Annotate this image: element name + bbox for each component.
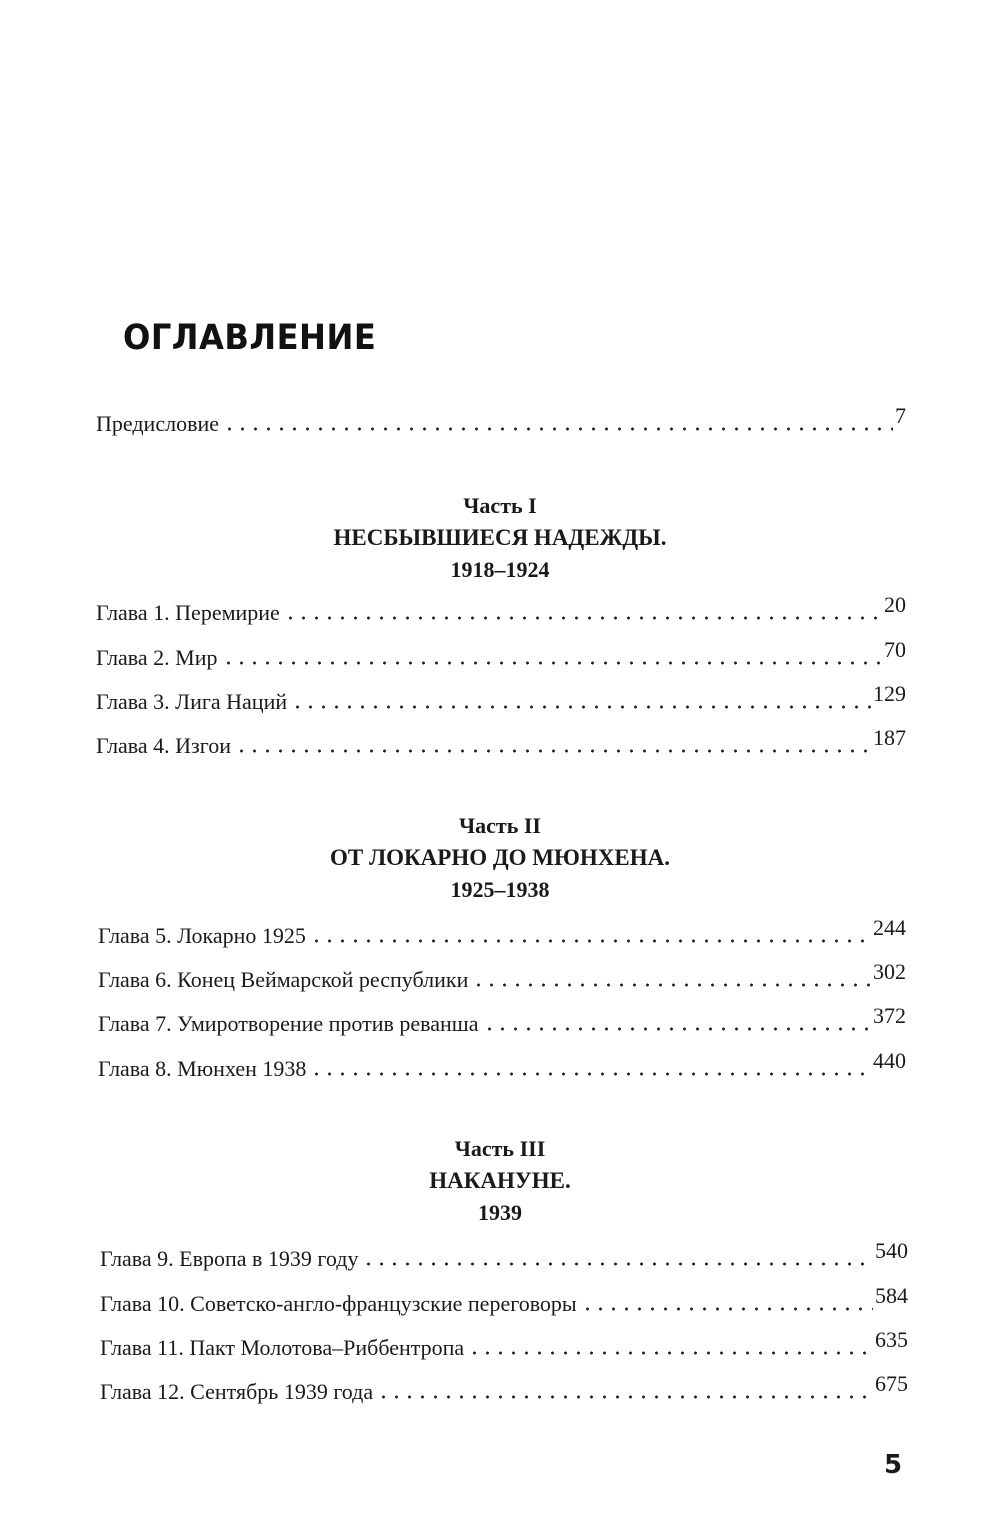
toc-entry-label: Глава 9. Европа в 1939 году (100, 1246, 359, 1271)
toc-entry (98, 1048, 906, 1082)
toc-entry (98, 959, 906, 993)
toc-entry (96, 637, 906, 671)
dot-leader (581, 1306, 873, 1312)
part-heading (180, 490, 820, 586)
dot-leader (284, 615, 882, 621)
dot-leader (483, 1026, 871, 1032)
toc-entry (98, 915, 906, 949)
part-years: 1925–1938 (450, 877, 550, 902)
toc-entry-label: Глава 7. Умиротворение против реванша (98, 1011, 479, 1036)
toc-entry (100, 1238, 908, 1272)
part-title: НАКАНУНЕ. (429, 1168, 571, 1193)
toc-entry-page: 244 (873, 915, 906, 940)
dot-leader (310, 938, 871, 944)
dot-leader (235, 748, 871, 754)
part-title: НЕСБЫВШИЕСЯ НАДЕЖДЫ. (333, 525, 667, 550)
dot-leader (472, 982, 871, 988)
toc-entry (100, 1283, 908, 1317)
toc-entry-label: Глава 8. Мюнхен 1938 (98, 1056, 307, 1081)
dot-leader (468, 1350, 873, 1356)
toc-entry-label: Глава 10. Советско-англо-французские переговоры (100, 1291, 577, 1316)
dot-leader (222, 660, 882, 666)
dot-leader (310, 1071, 871, 1077)
toc-entry-page: 635 (875, 1327, 908, 1352)
toc-entry-page: 20 (884, 592, 906, 617)
toc-entry (98, 1003, 906, 1037)
toc-entry (100, 1371, 908, 1405)
part-label: Часть II (459, 813, 541, 838)
toc-entry-page: 129 (873, 681, 906, 706)
part-title: ОТ ЛОКАРНО ДО МЮНХЕНА. (329, 845, 671, 870)
dot-leader (223, 426, 893, 432)
part-heading (180, 1133, 820, 1229)
toc-entry-page: 675 (875, 1371, 908, 1396)
toc-entry-page: 540 (875, 1238, 908, 1263)
dot-leader (291, 704, 871, 710)
toc-entry-page: 7 (895, 403, 906, 428)
toc-entry-page: 187 (873, 725, 906, 750)
part-label: Часть III (454, 1136, 546, 1161)
toc-entry-page: 584 (875, 1283, 908, 1308)
page-title: ОГЛАВЛЕНИЕ (123, 318, 377, 358)
toc-entry-label: Глава 4. Изгои (96, 733, 231, 758)
toc-entry-preface (96, 403, 906, 437)
toc-entry (100, 1327, 908, 1361)
toc-entry-page: 372 (873, 1003, 906, 1028)
toc-entry-page: 302 (873, 959, 906, 984)
toc-entry-label: Глава 12. Сентябрь 1939 года (100, 1379, 374, 1404)
part-years: 1918–1924 (450, 557, 550, 582)
toc-entry (96, 681, 906, 715)
toc-entry-label: Предисловие (96, 411, 219, 436)
toc-entry-label: Глава 6. Конец Веймарской республики (98, 967, 469, 992)
toc-entry-label: Глава 3. Лига Наций (96, 689, 288, 714)
toc-entry-label: Глава 1. Перемирие (96, 600, 280, 625)
toc-entry-label: Глава 2. Мир (96, 645, 218, 670)
toc-entry-page: 70 (884, 637, 906, 662)
part-years: 1939 (478, 1200, 522, 1225)
dot-leader (377, 1394, 873, 1400)
toc-entry (96, 592, 906, 626)
toc-entry-page: 440 (873, 1048, 906, 1073)
toc-entry-label: Глава 11. Пакт Молотова–Риббентропа (100, 1335, 465, 1360)
page-number: 5 (884, 1450, 903, 1480)
toc-entry (96, 725, 906, 759)
dot-leader (362, 1261, 873, 1267)
toc-entry-label: Глава 5. Локарно 1925 (98, 923, 306, 948)
part-heading (180, 810, 820, 906)
part-label: Часть I (463, 493, 537, 518)
